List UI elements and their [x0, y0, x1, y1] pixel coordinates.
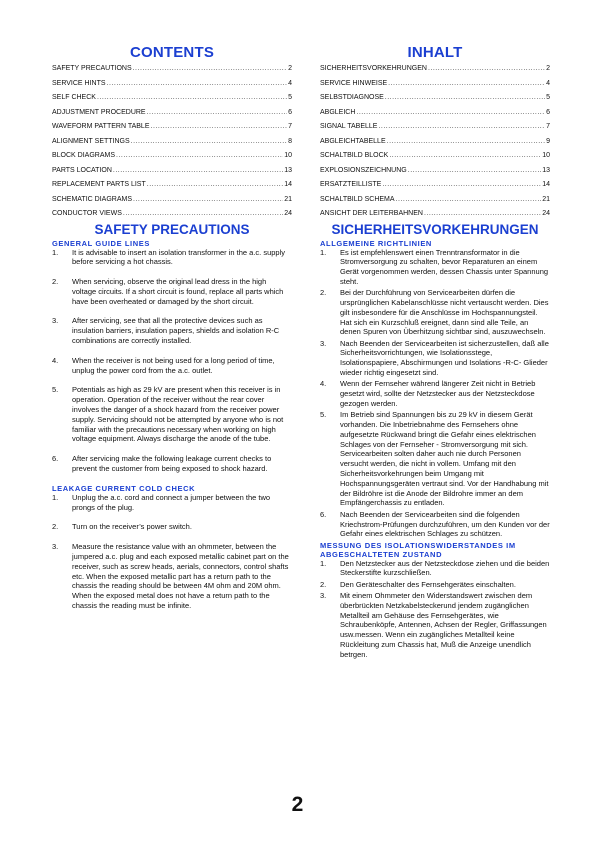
- item-number: 1.: [52, 492, 59, 502]
- toc-entry: [52, 167, 292, 182]
- item-text: Im Betrieb sind Spannungen bis zu 29 kV in diesem Gerät vorhanden. Die Inbetriebnahme des Fernsehers ohne aufgesetzte Rückwand bringt die Gefahr eines elektrischen Schlages von der Fernseher - Stromversorgung mit sich. Servicearbeiten solten daher auch nie durch Personen versucht werden, die nicht in vollem. Umfang mit den Sicherheitsvorkehrungen beim Umgang mit Hochspannungsgeräten vertraut sind. Vor der Handhabung mit der Bildröhre ist die Anode der Bildrohre immer an dem Empfängerchassis zu entladen.: [340, 410, 549, 508]
- item-text: Wenn der Fernseher während längerer Zeit nicht in Betrieb gesetzt wird, sollte der Netzstecker aus der Netzsteckdose gezogen werden.: [340, 379, 536, 408]
- toc-entry-page: 24: [542, 210, 550, 217]
- numbered-item: [320, 591, 550, 660]
- toc-entry-page: 6: [288, 108, 292, 116]
- toc-entry: [320, 152, 550, 167]
- toc-leader-dots: [147, 181, 283, 188]
- item-number: 5.: [320, 410, 327, 420]
- toc-entry-page: 8: [288, 137, 292, 145]
- page-number: 2: [291, 793, 304, 816]
- numbered-item: [320, 339, 550, 378]
- toc-entry: [320, 123, 550, 138]
- toc-entry-label: EXPLOSIONSZEICHNUNG: [320, 166, 407, 174]
- item-number: 3.: [320, 338, 327, 348]
- toc-entry-page: 21: [284, 195, 292, 203]
- toc-entry-label: SICHERHEITSVORKEHRUNGEN: [320, 65, 427, 72]
- numbered-item: [320, 510, 550, 539]
- toc-entry: [320, 138, 550, 153]
- toc-leader-dots: [428, 65, 545, 72]
- toc-entry: [52, 152, 292, 167]
- sicherheitsvorkehrungen-title: SICHERHEITSVORKEHRUNGEN: [331, 221, 539, 237]
- toc-leader-dots: [133, 196, 283, 203]
- toc-leader-dots: [382, 181, 541, 188]
- toc-entry-page: 14: [542, 181, 550, 188]
- leakage-check-list: [52, 493, 292, 611]
- toc-entry-label: ALIGNMENT SETTINGS: [52, 137, 130, 145]
- toc-entry-page: 4: [546, 79, 550, 87]
- toc-entry-page: 13: [542, 166, 550, 174]
- toc-entry-page: 2: [288, 65, 292, 72]
- toc-entry-label: REPLACEMENT PARTS LIST: [52, 181, 146, 188]
- toc-entry: [320, 80, 550, 95]
- toc-entry-label: PARTS LOCATION: [52, 166, 112, 174]
- item-text: Nach Beenden der Servicearbeiten sind die folgenden Kriechstrom-Prüfungen durchzuführen, um den Kunden vor der Gefahr eines elektrischen Schlages zu schützen.: [340, 509, 550, 539]
- toc-entry-page: 13: [284, 166, 292, 174]
- item-number: 6.: [320, 509, 327, 519]
- toc-entry: [320, 181, 550, 196]
- item-text: Bei der Durchführung von Servicearbeiten dürfen die ursprünglichen Kabelanschlüsse nicht vertauscht werden. Dies gilt insbesondere für die Anschlüsse im Hochspannungsteil. Hat sich ein Kurzschluß ereignet, dann sind alle Teile, an denen Spuren von Überhitzung sichtbar sind, auszuwechseln.: [340, 288, 549, 337]
- toc-leader-dots: [408, 167, 541, 174]
- toc-entry: [320, 109, 550, 124]
- toc-entry-label: SCHALTBILD SCHEMA: [320, 195, 395, 203]
- toc-entry: [320, 196, 550, 211]
- toc-entry-label: ABGLEICHTABELLE: [320, 137, 386, 145]
- item-text: Mit einem Ohmmeter den Widerstandswert zwischen dem überbrückten Netzkabelsteckerund jendem zugänglichen Metallteil am Gehäuse des Fernsehgerätes, wie Schraubenköpfe, Antennen, Achsen der Regler, Griffassungen usw.messen. Wenn ein zugängliches Metallteil keine Rückleitung zum Chassis hat, Muß die Anzeige unendlich betrgen.: [340, 591, 547, 659]
- toc-leader-dots: [97, 94, 287, 101]
- toc-entry-label: SCHEMATIC DIAGRAMS: [52, 195, 132, 203]
- item-number: 5.: [52, 385, 59, 395]
- item-text: Nach Beenden der Servicearbeiten ist sicherzustellen, daß alle Sicherheitsvorrichtungen, wie Isolationsstege, Isolationspapiere, Abschirmungen und Isolations -R-C- Glieder wieder richtig eingesetzt sind.: [340, 338, 549, 378]
- contents-title: CONTENTS: [129, 44, 215, 61]
- toc-leader-dots: [113, 167, 283, 174]
- toc-entry-label: CONDUCTOR VIEWS: [52, 210, 122, 217]
- numbered-item: [52, 454, 292, 474]
- item-number: 3.: [52, 316, 59, 326]
- toc-entry-label: WAVEFORM PATTERN TABLE: [52, 123, 150, 130]
- item-number: 3.: [52, 542, 59, 552]
- item-text: Den Netzstecker aus der Netzsteckdose ziehen und die beiden Steckerstifte kurzschließen.: [340, 558, 550, 578]
- toc-entry-page: 4: [288, 79, 292, 87]
- toc-leader-dots: [388, 80, 545, 87]
- item-text: Measure the resistance value with an ohmmeter, between the jumpered a.c. plug and each exposed metallic cabinet part on the receiver, such as screw heads, aerials, connectors, control shafts etc. When the exposed metallic part has a return path to the chassis the reading should be between 4M ohm and 20M ohm. When the exposed metal does not have a return path to the chassis the reading must be infinite.: [72, 542, 289, 611]
- toc-entry-page: 2: [546, 65, 550, 72]
- numbered-item: [52, 356, 292, 376]
- toc-leader-dots: [116, 152, 283, 159]
- toc-entry: [52, 181, 292, 196]
- numbered-item: [320, 559, 550, 579]
- toc-entry-label: ANSICHT DER LEITERBAHNEN: [320, 210, 423, 217]
- toc-leader-dots: [133, 65, 287, 72]
- toc-leader-dots: [396, 196, 542, 203]
- toc-leader-dots: [378, 123, 545, 130]
- isolationswiderstand-heading: MESSUNG DES ISOLATIONSWIDERSTANDES IM ABGESCHALTETEN ZUSTAND: [320, 540, 516, 559]
- german-column: [320, 40, 550, 661]
- toc-entry-page: 5: [546, 94, 550, 101]
- toc-leader-dots: [151, 123, 288, 130]
- toc-entry: [320, 94, 550, 109]
- toc-entry: [320, 167, 550, 182]
- toc-entry-label: SAFETY PRECAUTIONS: [52, 65, 132, 72]
- item-text: Potentials as high as 29 kV are present when this receiver is in operation. Operation of the receiver without the rear cover involves the danger of a shock hazard from the receiver power supply. Servicing should not be attempted by anyone who is not familiar with the precautions necessary when working on high voltage equipment. Always discharge the anode of the tube.: [72, 385, 284, 444]
- table-of-contents: [52, 65, 292, 225]
- toc-leader-dots: [424, 210, 541, 217]
- numbered-item: [52, 542, 292, 611]
- item-text: Den Geräteschalter des Fernsehgerätes einschalten.: [340, 579, 516, 589]
- item-text: When servicing, observe the original lead dress in the high voltage circuits. If a short circuit is found, replace all parts which have been overheated or damaged by the short circuit.: [72, 277, 284, 306]
- item-text: When the receiver is not being used for a long period of time, unplug the power cord from the a.c. outlet.: [72, 355, 275, 375]
- item-number: 6.: [52, 454, 59, 464]
- item-number: 2.: [320, 579, 327, 589]
- toc-entry-label: SERVICE HINTS: [52, 79, 106, 87]
- toc-entry-label: SIGNAL TABELLE: [320, 123, 378, 130]
- general-guide-lines-heading: GENERAL GUIDE LINES: [52, 238, 150, 248]
- toc-entry-page: 21: [542, 195, 550, 203]
- numbered-item: [52, 248, 292, 268]
- item-text: It is advisable to insert an isolation transformer in the a.c. supply before servicing a hot chassis.: [72, 247, 286, 267]
- toc-entry: [52, 94, 292, 109]
- toc-leader-dots: [389, 152, 541, 159]
- item-text: Turn on the receiver’s power switch.: [72, 522, 192, 532]
- toc-entry: [52, 65, 292, 80]
- numbered-item: [52, 277, 292, 306]
- toc-entry: [52, 123, 292, 138]
- numbered-item: [320, 410, 550, 508]
- toc-entry-label: SERVICE HINWEISE: [320, 79, 388, 87]
- item-text: After servicing, see that all the protective devices such as insulation barriers, insulation papers, shields and isolation R-C combinations are correctly installed.: [72, 316, 280, 346]
- toc-leader-dots: [387, 138, 545, 145]
- toc-leader-dots: [123, 210, 283, 217]
- item-number: 3.: [320, 591, 327, 600]
- item-text: Es ist empfehlenswert einen Trenntransformator in die Stromversorgung zu schalten, bevor Reparaturen an einem Gerät vorgenommen werden, dessen Chassis unter Spannung steht.: [340, 247, 549, 286]
- numbered-item: [52, 385, 292, 444]
- toc-leader-dots: [356, 109, 545, 116]
- item-text: Unplug the a.c. cord and connect a jumper between the two prongs of the plug.: [72, 492, 271, 512]
- toc-entry-label: ADJUSTMENT PROCEDURE: [52, 108, 146, 116]
- toc-entry: [52, 138, 292, 153]
- english-column: [52, 40, 292, 621]
- toc-leader-dots: [131, 138, 287, 145]
- toc-entry-page: 9: [546, 137, 550, 145]
- item-number: 2.: [52, 277, 59, 287]
- toc-entry: [52, 109, 292, 124]
- toc-entry: [52, 196, 292, 211]
- item-number: 1.: [320, 247, 327, 257]
- toc-entry-page: 10: [542, 152, 550, 159]
- safety-precautions-title: SAFETY PRECAUTIONS: [94, 221, 250, 237]
- allgemeine-richtlinien-heading: ALLGEMEINE RICHTLINIEN: [320, 238, 432, 248]
- toc-entry-page: 5: [288, 94, 292, 101]
- toc-entry-page: 24: [284, 210, 292, 217]
- numbered-item: [52, 493, 292, 513]
- numbered-item: [52, 522, 292, 532]
- toc-entry-label: SCHALTBILD BLOCK: [320, 152, 389, 159]
- toc-entry: [320, 65, 550, 80]
- toc-entry-page: 14: [284, 181, 292, 188]
- toc-entry-page: 6: [546, 108, 550, 116]
- numbered-item: [320, 580, 550, 590]
- item-number: 1.: [320, 558, 327, 568]
- leakage-check-heading: LEAKAGE CURRENT COLD CHECK: [52, 483, 196, 493]
- toc-leader-dots: [147, 109, 287, 116]
- toc-entry-label: ABGLEICH: [320, 108, 356, 116]
- toc-entry-label: BLOCK DIAGRAMS: [52, 152, 116, 159]
- toc-entry-label: ERSATZTEILLISTE: [320, 181, 382, 188]
- toc-entry-page: 10: [284, 152, 292, 159]
- item-number: 2.: [52, 522, 59, 532]
- item-number: 2.: [320, 288, 327, 298]
- general-guide-lines-list: [52, 248, 292, 474]
- item-text: After servicing make the following leakage current checks to prevent the customer from being exposed to shock hazard.: [72, 454, 272, 474]
- inhaltsverzeichnis: [320, 65, 550, 225]
- item-number: 4.: [320, 379, 327, 389]
- toc-entry-label: SELF CHECK: [52, 94, 96, 101]
- item-number: 4.: [52, 355, 59, 365]
- numbered-item: [320, 379, 550, 408]
- inhalt-title: INHALT: [407, 44, 463, 61]
- toc-entry: [52, 80, 292, 95]
- allgemeine-richtlinien-list: [320, 248, 550, 540]
- numbered-item: [320, 248, 550, 287]
- toc-leader-dots: [107, 80, 288, 87]
- isolationswiderstand-list: [320, 559, 550, 660]
- toc-entry-page: 7: [546, 123, 550, 130]
- item-number: 1.: [52, 247, 59, 257]
- numbered-item: [52, 316, 292, 345]
- toc-entry-page: 7: [288, 123, 292, 130]
- toc-entry-label: SELBSTDIAGNOSE: [320, 94, 384, 101]
- toc-leader-dots: [385, 94, 545, 101]
- numbered-item: [320, 288, 550, 337]
